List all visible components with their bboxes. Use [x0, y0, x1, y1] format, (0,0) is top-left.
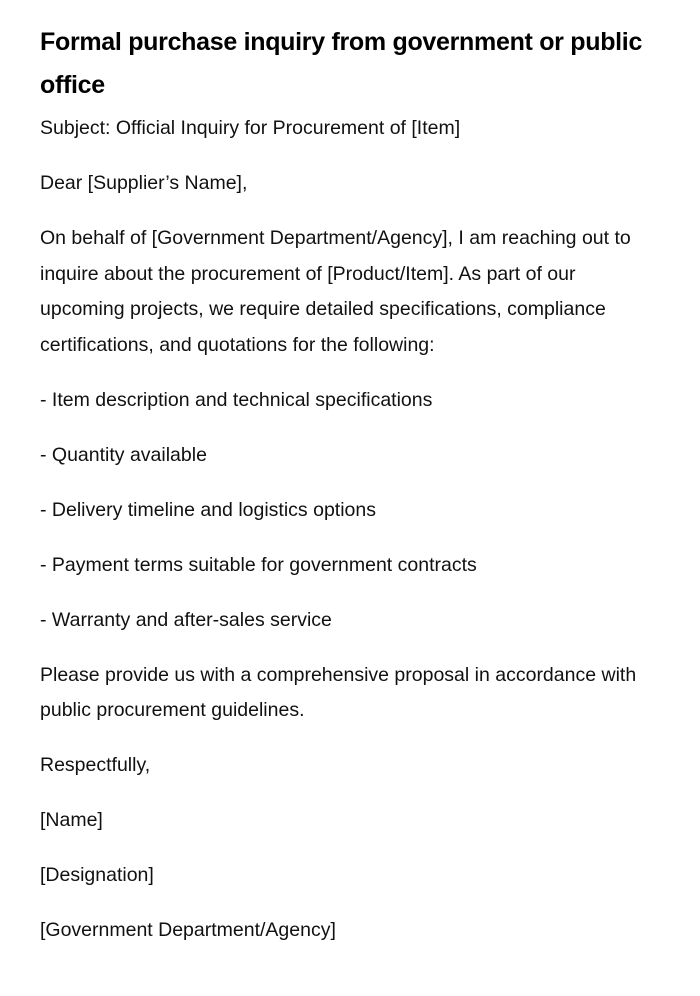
- list-item: - Quantity available: [40, 443, 207, 466]
- closing-request: Please provide us with a comprehensive proposal in accordance with public procurement guidelines.: [40, 663, 637, 721]
- intro-paragraph: On behalf of [Government Department/Agency], I am reaching out to inquire about the procurement of [Product/Item]. As part of our upcoming projects, we require detailed specifications, compliance certifications, and quotations for the following:: [40, 227, 631, 356]
- salutation: Dear [Supplier’s Name],: [40, 172, 248, 194]
- page-title: Formal purchase inquiry from government or public office: [40, 28, 643, 99]
- list-item: - Delivery timeline and logistics options: [40, 498, 376, 521]
- signature-name: [Name]: [40, 809, 103, 831]
- sign-off: Respectfully,: [40, 754, 151, 776]
- signature-department: [Government Department/Agency]: [40, 919, 336, 941]
- list-item: - Payment terms suitable for government contracts: [40, 553, 477, 576]
- list-item: - Item description and technical specifications: [40, 388, 433, 411]
- list-item: - Warranty and after-sales service: [40, 608, 332, 631]
- subject-line: Subject: Official Inquiry for Procurement of [Item]: [40, 117, 461, 139]
- signature-designation: [Designation]: [40, 864, 154, 886]
